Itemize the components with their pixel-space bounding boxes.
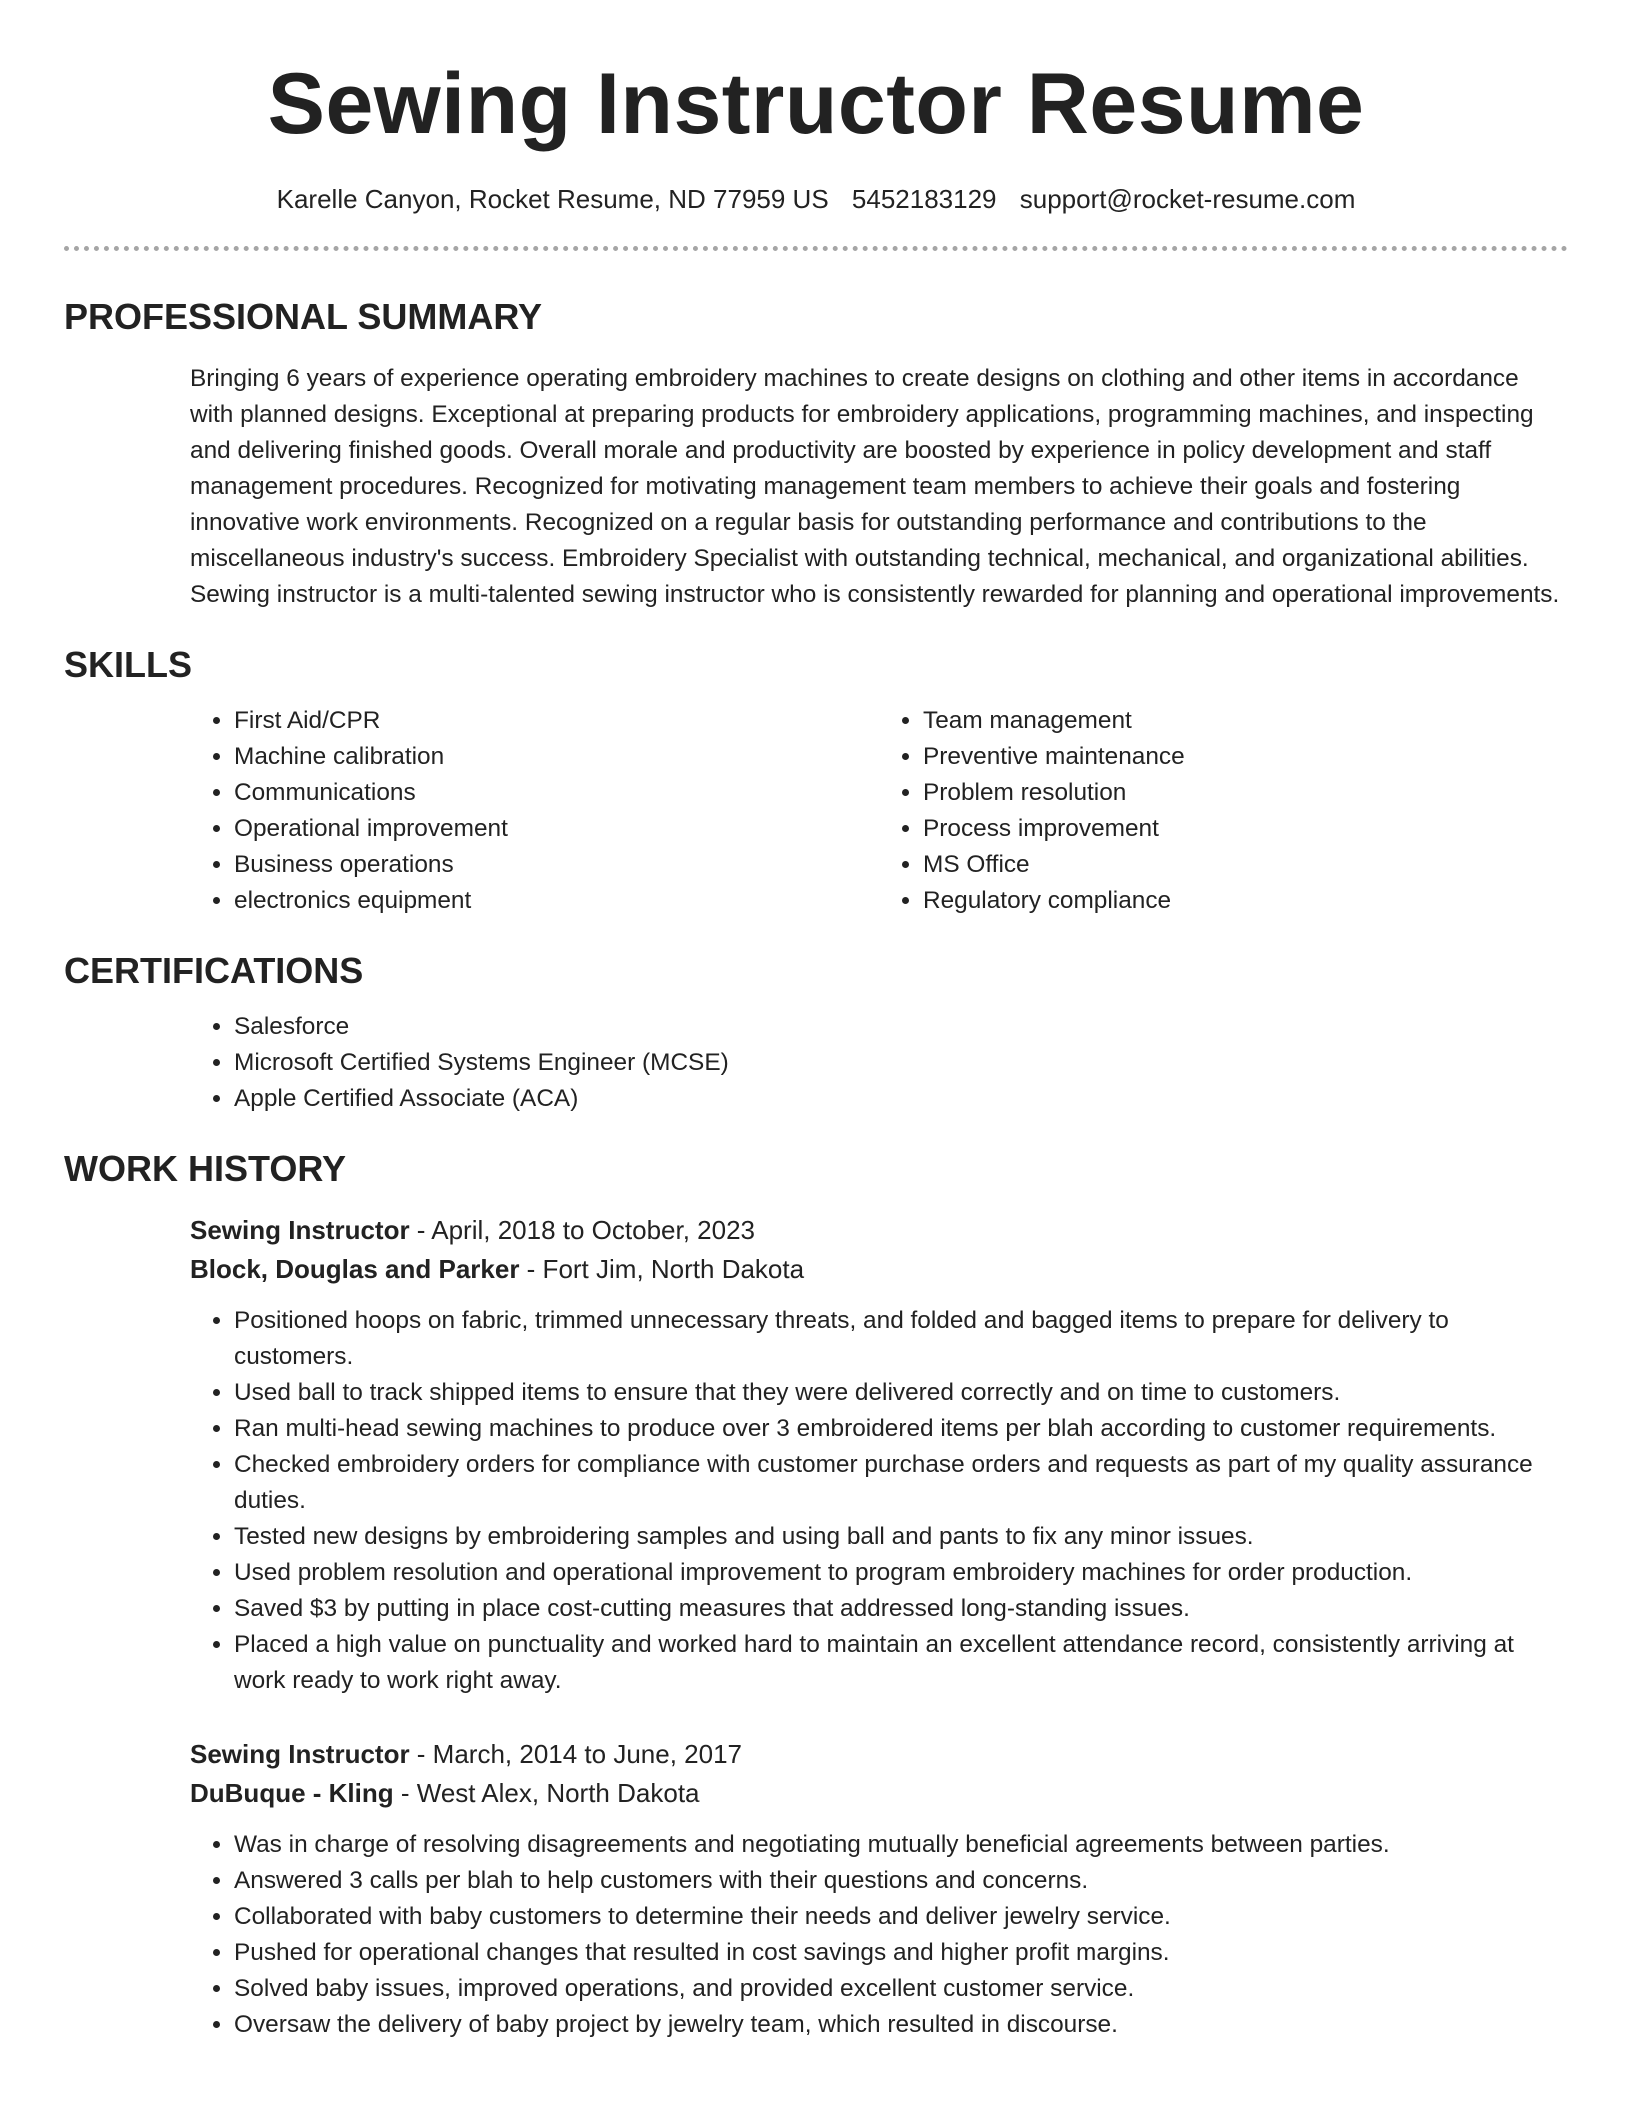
job-title-line xyxy=(190,1735,1568,1774)
job-duty: • Checked embroidery orders for compliance with customer purchase orders and requests as part of my quality assurance duties. xyxy=(234,1447,1568,1519)
job-duty: • Positioned hoops on fabric, trimmed unnecessary threats, and folded and bagged items to prepare for delivery to customers. xyxy=(234,1303,1568,1375)
job-duty: • Oversaw the delivery of baby project by jewelry team, which resulted in discourse. xyxy=(234,2007,1568,2043)
certification-item: • Salesforce xyxy=(234,1009,1568,1045)
skill-item: • Business operations xyxy=(234,847,879,883)
skill-item: • Machine calibration xyxy=(234,739,879,775)
skill-item: • Operational improvement xyxy=(234,811,879,847)
skill-item: • Team management xyxy=(923,703,1568,739)
contact-address: Karelle Canyon, Rocket Resume, ND 77959 US xyxy=(276,184,829,214)
job-title: Sewing Instructor xyxy=(190,1215,410,1245)
skill-item: • Regulatory compliance xyxy=(923,883,1568,919)
summary-heading: PROFESSIONAL SUMMARY xyxy=(64,296,543,337)
job-dates: - April, 2018 to October, 2023 xyxy=(409,1215,756,1245)
job-duty: • Ran multi-head sewing machines to produce over 3 embroidered items per blah according to customer requirements. xyxy=(234,1411,1568,1447)
certifications-heading: CERTIFICATIONS xyxy=(64,950,364,991)
skill-item: • electronics equipment xyxy=(234,883,879,919)
certifications-block xyxy=(190,1009,1568,1117)
job-dates: - March, 2014 to June, 2017 xyxy=(409,1739,743,1769)
skill-item: • Problem resolution xyxy=(923,775,1568,811)
job-duty: • Used problem resolution and operational improvement to program embroidery machines for order production. xyxy=(234,1555,1568,1591)
work-history-section xyxy=(64,1147,1568,2043)
skills-columns xyxy=(190,703,1568,919)
skill-item: • Communications xyxy=(234,775,879,811)
skill-item: • MS Office xyxy=(923,847,1568,883)
skill-item: • First Aid/CPR xyxy=(234,703,879,739)
skill-item: • Preventive maintenance xyxy=(923,739,1568,775)
job-company-line xyxy=(190,1774,1568,1813)
certifications-section xyxy=(64,949,1568,1117)
certification-item: • Apple Certified Associate (ACA) xyxy=(234,1081,1568,1117)
skills-list-right xyxy=(879,703,1568,919)
job-title: Sewing Instructor xyxy=(190,1739,410,1769)
summary-section xyxy=(64,295,1568,613)
job-duty: • Was in charge of resolving disagreements and negotiating mutually beneficial agreements between parties. xyxy=(234,1827,1568,1863)
certification-item: • Microsoft Certified Systems Engineer (MCSE) xyxy=(234,1045,1568,1081)
job-duty: • Saved $3 by putting in place cost-cutting measures that addressed long-standing issues. xyxy=(234,1591,1568,1627)
skills-heading: SKILLS xyxy=(64,644,193,685)
job-duties-list xyxy=(190,1303,1568,1699)
header-divider xyxy=(64,246,1568,251)
job-duties-list xyxy=(190,1827,1568,2043)
contact-email: support@rocket-resume.com xyxy=(1019,184,1356,214)
resume-title: Sewing Instructor Resume xyxy=(267,56,1365,152)
job-entry xyxy=(190,1211,1568,1699)
skills-list-left xyxy=(190,703,879,919)
job-company: DuBuque - Kling xyxy=(190,1778,394,1808)
job-company-line xyxy=(190,1250,1568,1289)
contact-line xyxy=(64,182,1568,216)
contact-phone: 5452183129 xyxy=(851,184,997,214)
job-duty: • Placed a high value on punctuality and worked hard to maintain an excellent attendance record, consistently arriving at work ready to work right away. xyxy=(234,1627,1568,1699)
job-duty: • Collaborated with baby customers to determine their needs and deliver jewelry service. xyxy=(234,1899,1568,1935)
job-duty: • Used ball to track shipped items to ensure that they were delivered correctly and on time to customers. xyxy=(234,1375,1568,1411)
job-location: - Fort Jim, North Dakota xyxy=(519,1254,805,1284)
job-duty: • Pushed for operational changes that resulted in cost savings and higher profit margins. xyxy=(234,1935,1568,1971)
job-entry xyxy=(190,1735,1568,2043)
certifications-list xyxy=(190,1009,1568,1117)
job-company: Block, Douglas and Parker xyxy=(190,1254,520,1284)
skill-item: • Process improvement xyxy=(923,811,1568,847)
summary-text: Bringing 6 years of experience operating embroidery machines to create designs on clothing and other items in accordance with planned designs. Exceptional at preparing products for embroidery applications, programming machines, and inspecting and delivering finished goods. Overall morale and productivity are boosted by experience in policy development and staff management procedures. Recognized for motivating management team members to achieve their goals and fostering innovative work environments. Recognized on a regular basis for outstanding performance and contributions to the miscellaneous industry's success. Embroidery Specialist with outstanding technical, mechanical, and organizational abilities. Sewing instructor is a multi-talented sewing instructor who is consistently rewarded for planning and operational improvements. xyxy=(190,365,1560,608)
job-duty: • Answered 3 calls per blah to help customers with their questions and concerns. xyxy=(234,1863,1568,1899)
work-history-heading: WORK HISTORY xyxy=(64,1148,347,1189)
job-duty: • Solved baby issues, improved operations, and provided excellent customer service. xyxy=(234,1971,1568,2007)
job-duty: • Tested new designs by embroidering samples and using ball and pants to fix any minor issues. xyxy=(234,1519,1568,1555)
job-location: - West Alex, North Dakota xyxy=(393,1778,700,1808)
skills-section xyxy=(64,643,1568,919)
job-title-line xyxy=(190,1211,1568,1250)
